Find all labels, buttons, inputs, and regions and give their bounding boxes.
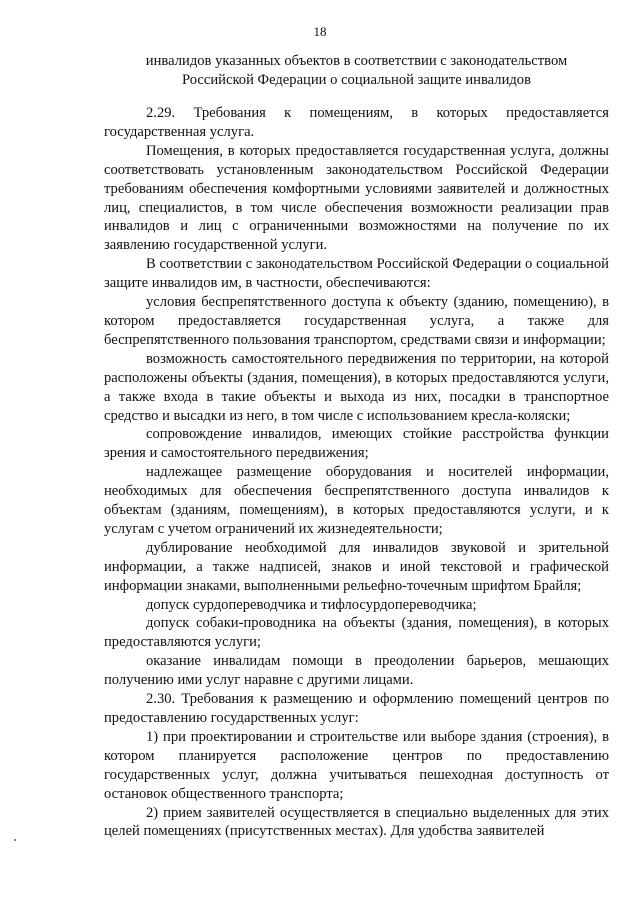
list-item: 2) прием заявителей осуществляется в специально выделенных для этих целей помещениях (присутственных местах). Для удобства заявителей xyxy=(104,804,609,840)
list-item: 1) при проектировании и строительстве или выборе здания (строения), в котором планируется расположение центров по предоставлению государственных услуг, должна учитываться пешеходная доступность от остановок общественного транспорта; xyxy=(104,728,609,802)
paragraph-2-29-title: 2.29. Требования к помещениям, в которых предоставляется государственная услуга. xyxy=(104,105,609,140)
list-item: надлежащее размещение оборудования и носителей информации, необходимых для обеспечения беспрепятственного доступа инвалидов к объектам (зданиям, помещениям), в которых предоставляются услуги, и к услугам с учетом ограничений их жизнедеятельности; xyxy=(104,464,609,537)
heading-line: Российской Федерации о социальной защите инвалидов xyxy=(181,72,531,88)
paragraph: Помещения, в которых предоставляется государственная услуга, должны соответствовать установленным законодательством Российской Федерации требованиям обеспечения комфортными условиями заявителей и должностных лиц, специалистов, в том числе обеспечения возможности реализации прав инвалидов и лиц с ограниченными возможностями на получение по их заявлению государственной услуги. xyxy=(104,142,609,254)
list-item: допуск сурдопереводчика и тифлосурдопереводчика; xyxy=(146,596,477,613)
list-item: оказание инвалидам помощи в преодолении барьеров, мешающих получению ими услуг наравне с другими лицами. xyxy=(104,653,609,689)
list-item: сопровождение инвалидов, имеющих стойкие расстройства функции зрения и самостоятельного передвижения; xyxy=(104,426,609,462)
scan-speck xyxy=(14,839,16,841)
section-heading xyxy=(104,52,609,90)
paragraph-2-30-title: 2.30. Требования к размещению и оформлению помещений центров по предоставлению государственных услуг: xyxy=(104,691,609,726)
list-item: возможность самостоятельного передвижения по территории, на которой расположены объекты (здания, помещения), в которых предоставляются услуги, а также входа в такие объекты и выхода из них, посадки в транспортное средство и высадки из него, в том числе с использованием кресла-коляски; xyxy=(104,350,609,424)
list-item: допуск собаки-проводника на объекты (здания, помещения), в которых предоставляются услуги; xyxy=(104,615,609,651)
heading-line: инвалидов указанных объектов в соответствии с законодательством xyxy=(145,53,568,69)
body-text xyxy=(104,104,609,841)
page-number: 18 xyxy=(313,24,327,39)
paragraph: В соответствии с законодательством Российской Федерации о социальной защите инвалидов им, в частности, обеспечиваются: xyxy=(104,256,609,292)
list-item: условия беспрепятственного доступа к объекту (зданию, помещению), в котором предоставляется государственная услуга, а также для беспрепятственного пользования транспортом, средствами связи и информации; xyxy=(104,294,609,348)
list-item: дублирование необходимой для инвалидов звуковой и зрительной информации, а также надписей, знаков и иной текстовой и графической информации знаками, выполненными рельефно-точечным шрифтом Брайля; xyxy=(104,539,609,594)
